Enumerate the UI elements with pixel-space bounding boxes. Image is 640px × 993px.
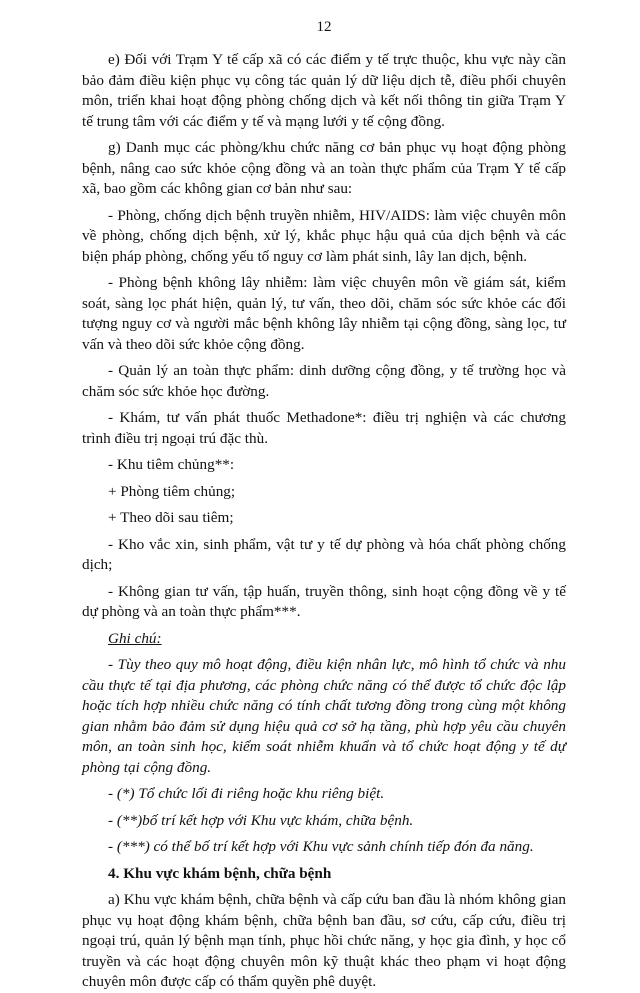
paragraph: - Phòng, chống dịch bệnh truyền nhiễm, HIV/AIDS: làm việc chuyên môn về phòng, chống dịch bệnh, xử lý, khắc phục hậu quả của dịch bệnh và các biện pháp phòng, chống yếu tố nguy cơ làm phát sinh, lây lan dịch, bệnh.: [82, 206, 566, 265]
document-body: [82, 50, 566, 993]
paragraph: - Không gian tư vấn, tập huấn, truyền thông, sinh hoạt cộng đồng về y tế dự phòng và an toàn thực phẩm***.: [82, 582, 566, 620]
note-paragraph: - (**)bố trí kết hợp với Khu vực khám, chữa bệnh.: [108, 811, 414, 829]
paragraph: a) Khu vực khám bệnh, chữa bệnh và cấp cứu ban đầu là nhóm không gian phục vụ hoạt động khám bệnh, chữa bệnh ban đầu, sơ cứu, cấp cứu, điều trị ngoại trú, quản lý bệnh mạn tính, phục hồi chức năng, y học gia đình, y học cổ truyền và các hoạt động chuyên môn kỹ thuật khác theo phạm vi hoạt động chuyên môn được cấp có thẩm quyền phê duyệt.: [82, 891, 566, 990]
section-heading: 4. Khu vực khám bệnh, chữa bệnh: [108, 864, 332, 882]
paragraph: + Phòng tiêm chủng;: [108, 482, 236, 500]
paragraph: g) Danh mục các phòng/khu chức năng cơ bản phục vụ hoạt động phòng bệnh, nâng cao sức khỏe cộng đồng và an toàn thực phẩm của Trạm Y tế cấp xã, bao gồm các không gian cơ bản như sau:: [82, 139, 566, 197]
paragraph: - Quản lý an toàn thực phẩm: dinh dưỡng cộng đồng, y tế trường học và chăm sóc sức khỏe học đường.: [82, 362, 566, 400]
paragraph: - Khu tiêm chủng**:: [108, 456, 235, 473]
note-paragraph: - (*) Tổ chức lối đi riêng hoặc khu riêng biệt.: [108, 785, 385, 802]
page-number: 12: [316, 19, 332, 35]
paragraph: e) Đối với Trạm Y tế cấp xã có các điểm y tế trực thuộc, khu vực này cần bảo đảm điều kiện phục vụ công tác quản lý dữ liệu dịch tễ, điều phối chuyên môn, triển khai hoạt động phòng chống dịch và kết nối thông tin giữa Trạm Y tế trung tâm với các điểm y tế và mạng lưới y tế cộng đồng.: [82, 51, 566, 130]
note-paragraph: - (***) có thể bố trí kết hợp với Khu vực sảnh chính tiếp đón đa năng.: [108, 838, 534, 855]
note-paragraph: - Tùy theo quy mô hoạt động, điều kiện nhân lực, mô hình tổ chức và nhu cầu thực tế tại địa phương, các phòng chức năng có thể được tổ chức độc lập hoặc tích hợp nhiều chức năng có tính chất tương đồng trong cùng một không gian nhằm bảo đảm sử dụng hiệu quả cơ sở hạ tầng, phù hợp yêu cầu chuyên môn, an toàn sinh học, kiểm soát nhiễm khuẩn và tổ chức hoạt động y tế dự phòng tại cộng đồng.: [82, 656, 566, 776]
note-title: Ghi chú:: [108, 629, 162, 647]
paragraph: + Theo dõi sau tiêm;: [108, 509, 234, 526]
paragraph: - Kho vắc xin, sinh phẩm, vật tư y tế dự phòng và hóa chất phòng chống dịch;: [82, 535, 566, 573]
paragraph: - Phòng bệnh không lây nhiễm: làm việc chuyên môn về giám sát, kiểm soát, sàng lọc phát hiện, quản lý, tư vấn, theo dõi, chăm sóc sức khỏe các đối tượng nguy cơ và người mắc bệnh không lây nhiễm tại cộng đồng, sàng lọc, tư vấn và theo dõi sức khỏe cộng đồng.: [82, 274, 566, 353]
paragraph: - Khám, tư vấn phát thuốc Methadone*: điều trị nghiện và các chương trình điều trị ngoại trú đặc thù.: [82, 409, 566, 447]
